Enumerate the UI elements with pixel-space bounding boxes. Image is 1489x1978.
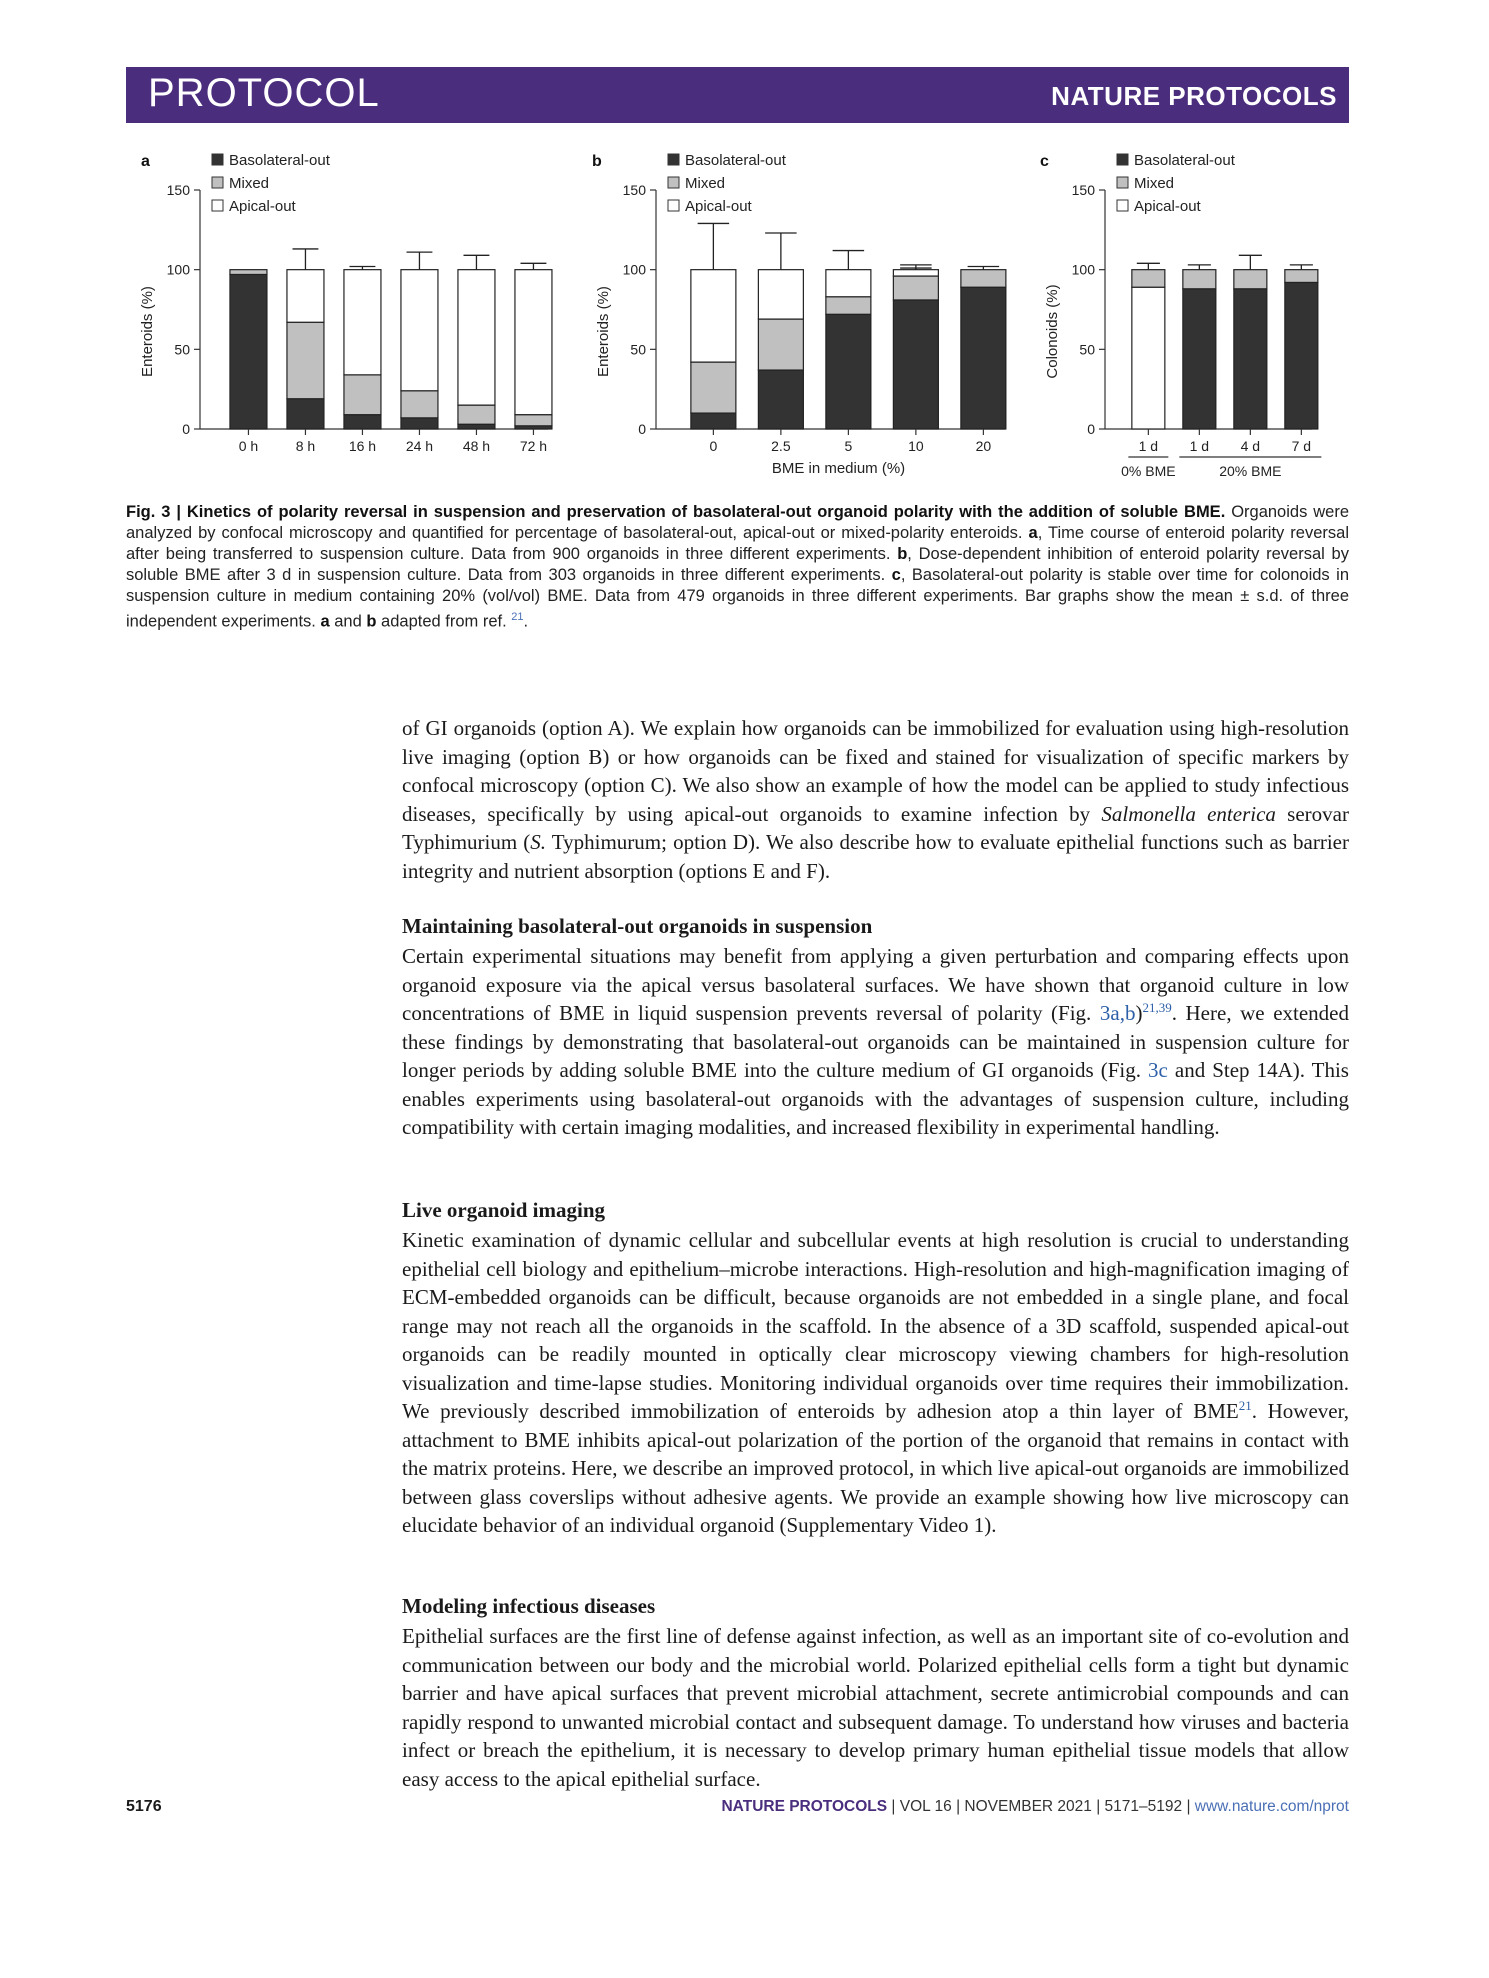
legend-swatch	[1117, 154, 1128, 165]
bar-segment	[758, 270, 803, 319]
y-tick-label: 0	[638, 421, 646, 437]
paragraph-text: Typhimurum; option D). We also describe how to evaluate epithelial functions such as barrier integrity and nutrient absorption (options E and F).	[402, 830, 1349, 883]
figure-3-charts	[0, 140, 1489, 495]
y-tick-label: 100	[622, 261, 646, 278]
bar-segment	[458, 424, 495, 429]
paragraph-text: of GI organoids (option A). We explain how organoids can be immobilized for evaluation using high-resolution live imaging (option B) or how organoids can be fixed and stained for visualization of specific markers by confocal microscopy (option C). We also show an example of how the model can be applied to study infectious diseases, specifically by using apical-out organoids to examine infection by	[402, 716, 1349, 826]
paragraph-text: Kinetic examination of dynamic cellular and subcellular events at high resolution is crucial to understanding epithelial cell biology and epithelium–microbe interactions. High-resolution and high-magnification imaging of ECM-embedded organoids can be difficult, because organoids are not embedded in a single plane, and focal range may not reach all the organoids in the scaffold. In the absence of a 3D scaffold, suspended apical-out organoids can be readily mounted in optically clear microscopy viewing chambers for high-resolution visualization and time-lapse studies. Monitoring individual organoids over time requires their immobilization. We previously described immobilization of enteroids by adhesion atop a thin layer of BME	[402, 1228, 1349, 1423]
legend-label: Basolateral-out	[229, 152, 330, 169]
footer-separator: |	[1091, 1798, 1105, 1815]
bar-segment	[691, 270, 736, 362]
legend-label: Basolateral-out	[1134, 152, 1235, 169]
y-tick-label: 100	[166, 261, 190, 278]
caption-text: , Basolateral-out polarity is stable over time for colonoids in suspension culture in medium containing 20% (vol/vol) BME. Data from 479 organoids in three different experiments. Bar graphs show the mean ± s.d. of three independent experiments.	[126, 566, 1349, 631]
legend-swatch	[1117, 200, 1128, 211]
x-tick-label: 20	[975, 438, 992, 454]
bar-segment	[1183, 270, 1216, 289]
legend-swatch	[668, 200, 679, 211]
bar-segment	[287, 270, 324, 323]
bar-segment	[691, 413, 736, 429]
caption-text: adapted from ref.	[376, 612, 512, 631]
journal-title: NATURE PROTOCOLS	[1051, 81, 1337, 111]
bar-segment	[826, 314, 871, 429]
footer-separator: |	[951, 1798, 965, 1815]
x-tick-label: 1 d	[1189, 438, 1210, 454]
bar-segment	[287, 322, 324, 398]
caption-text: and	[329, 612, 367, 631]
x-tick-label: 1 d	[1138, 438, 1159, 454]
x-tick-label: 0 h	[238, 438, 259, 454]
citation-link[interactable]: 21,39	[1142, 1000, 1172, 1015]
y-tick-label: 0	[1087, 421, 1095, 437]
caption-text: , Dose-dependent inhibition of enteroid polarity reversal by soluble BME after 3 d in suspension culture. Data from 303 organoids in three different experiments.	[126, 545, 1349, 584]
footer-url-link[interactable]: www.nature.com/nprot	[1194, 1798, 1349, 1815]
paragraph-infectious: Epithelial surfaces are the first line of defense against infection, as well as an important site of co-evolution and communication between our body and the microbial world. Polarized epithelial cells form a tight but dynamic barrier and have apical surfaces that prevent microbial attachment, secrete antimicrobial compounds and can rapidly respond to unwanted microbial contact and subsequent damage. To understand how viruses and bacteria infect or breach the epithelium, it is necessary to develop primary human epithelial tissue models that allow easy access to the apical epithelial surface.	[402, 1624, 1349, 1791]
figure-caption	[126, 502, 1349, 633]
citation-link[interactable]: 21	[1238, 1398, 1252, 1413]
figure-ref-link[interactable]: 3c	[1148, 1058, 1168, 1082]
heading-infectious: Modeling infectious diseases	[402, 1594, 656, 1618]
footer-journal: NATURE PROTOCOLS	[721, 1798, 888, 1815]
x-tick-label: 48 h	[462, 438, 491, 454]
x-tick-label: 5	[844, 438, 853, 454]
caption-panel-a: a	[1028, 524, 1038, 542]
y-axis-label: Enteroids (%)	[139, 286, 156, 377]
caption-text: , Time course of enteroid polarity reversal after being transferred to suspension culture. Data from 900 organoids in three different experiments.	[126, 524, 1349, 563]
bar-segment	[344, 415, 381, 429]
x-axis-label: BME in medium (%)	[771, 460, 906, 477]
bar-segment	[893, 276, 938, 300]
species-name: Salmonella enterica	[1101, 801, 1276, 826]
x-tick-label: 0	[709, 438, 718, 454]
section-title: PROTOCOL	[148, 71, 380, 115]
bar-segment	[826, 270, 871, 297]
legend-swatch	[1117, 177, 1128, 188]
caption-panel-b: b	[897, 545, 908, 563]
legend-label: Apical-out	[229, 198, 296, 215]
bar-segment	[961, 270, 1006, 288]
x-tick-label: 72 h	[519, 438, 548, 454]
bar-segment	[515, 270, 552, 415]
bar-segment	[1234, 289, 1267, 429]
bar-segment	[344, 270, 381, 375]
bar-segment	[1132, 270, 1165, 288]
bar-segment	[758, 319, 803, 370]
paragraph-text: )	[1135, 1001, 1143, 1025]
bar-segment	[826, 297, 871, 315]
bar-segment	[893, 270, 938, 276]
legend-label: Apical-out	[685, 198, 752, 215]
bar-segment	[1285, 270, 1318, 283]
paragraph-text: Certain experimental situations may benefit from applying a given perturbation and comparing effects upon organoid exposure via the apical versus basolateral surfaces. We have shown that organoid culture in low concentrations of BME in liquid suspension prevents reversal of polarity (Fig.	[402, 944, 1349, 1025]
y-tick-label: 50	[1079, 341, 1095, 358]
y-tick-label: 150	[622, 182, 646, 198]
footer-citation	[721, 1798, 1349, 1816]
legend-swatch	[212, 200, 223, 211]
caption-panel-a: a	[320, 612, 330, 631]
bar-segment	[691, 362, 736, 413]
bar-segment	[344, 375, 381, 415]
footer-pages: 5171–5192	[1104, 1798, 1183, 1815]
group-label: 20% BME	[1219, 463, 1282, 479]
bar-segment	[458, 270, 495, 405]
bar-segment	[401, 391, 438, 418]
x-tick-label: 10	[908, 438, 924, 454]
y-tick-label: 100	[1071, 261, 1095, 278]
x-tick-label: 8 h	[295, 438, 316, 454]
legend-swatch	[212, 177, 223, 188]
y-tick-label: 150	[1071, 182, 1095, 198]
page-number: 5176	[126, 1798, 162, 1815]
bar-segment	[401, 270, 438, 391]
caption-text: .	[523, 612, 529, 631]
group-label: 0% BME	[1121, 463, 1176, 479]
x-tick-label: 4 d	[1240, 438, 1261, 454]
paragraph-live-imaging	[402, 1226, 1349, 1540]
legend-label: Mixed	[685, 175, 726, 192]
species-name: S.	[530, 830, 547, 854]
caption-panel-b: b	[366, 612, 377, 631]
bar-segment	[758, 370, 803, 429]
legend-swatch	[212, 154, 223, 165]
legend-swatch	[668, 154, 679, 165]
footer-separator: |	[1182, 1798, 1195, 1815]
y-axis-label: Enteroids (%)	[595, 286, 612, 377]
bar-segment	[515, 415, 552, 426]
y-tick-label: 50	[174, 341, 190, 358]
figure-ref-link[interactable]: 3a,b	[1099, 1001, 1136, 1025]
caption-ref-link[interactable]: 21	[511, 611, 524, 623]
x-tick-label: 2.5	[771, 438, 791, 454]
heading-live-imaging: Live organoid imaging	[402, 1198, 606, 1222]
footer-volume: VOL 16	[899, 1798, 952, 1815]
y-axis-label: Colonoids (%)	[1044, 284, 1061, 379]
legend-label: Mixed	[1134, 175, 1175, 192]
paragraph-text: and Step 14A). This enables experiments using basolateral-out organoids with the advantages of suspension culture, including compatibility with certain imaging modalities, and increased flexibility in experimental handling.	[402, 1058, 1349, 1139]
paragraph-text: serovar Typhimurium (	[402, 801, 1349, 854]
panel-label: b	[592, 153, 602, 170]
bar-segment	[961, 287, 1006, 429]
paragraph-intro	[402, 714, 1349, 885]
bar-segment	[287, 399, 324, 429]
paragraph-maintaining	[402, 942, 1349, 1142]
heading-maintaining: Maintaining basolateral-out organoids in suspension	[402, 914, 873, 938]
caption-text: Organoids were analyzed by confocal microscopy and quantified for percentage of basolateral-out, apical-out or mixed-polarity enteroids.	[126, 503, 1349, 542]
panel-label: c	[1040, 153, 1049, 170]
panel-label: a	[141, 153, 150, 170]
bar-segment	[1234, 270, 1267, 289]
y-tick-label: 150	[166, 182, 190, 198]
x-tick-label: 16 h	[348, 438, 377, 454]
paragraph-text: . However, attachment to BME inhibits apical-out polarization of the portion of the organoid that remains in contact with the matrix proteins. Here, we describe an improved protocol, in which live apical-out organoids are immobilized between glass coverslips without adhesive agents. We provide an example showing how live microscopy can elucidate behavior of an individual organoid (Supplementary Video 1).	[402, 1399, 1349, 1537]
footer-separator: |	[887, 1798, 900, 1815]
bar-segment	[401, 418, 438, 429]
bar-segment	[230, 274, 267, 429]
bar-segment	[230, 270, 267, 275]
y-tick-label: 0	[182, 421, 190, 437]
legend-label: Mixed	[229, 175, 270, 192]
caption-label: Fig. 3 | Kinetics of polarity reversal in suspension and preservation of basolateral-out organoid polarity with the addition of soluble BME.	[126, 503, 1226, 521]
bar-segment	[893, 300, 938, 429]
legend-label: Apical-out	[1134, 198, 1201, 215]
bar-segment	[1183, 289, 1216, 429]
bar-segment	[1285, 282, 1318, 429]
footer-date: NOVEMBER 2021	[964, 1798, 1092, 1815]
header-banner	[126, 67, 1349, 123]
paragraph-text: . Here, we extended these findings by demonstrating that basolateral-out organoids can be maintained in suspension culture for longer periods by adding soluble BME into the culture medium of GI organoids (Fig.	[402, 1001, 1349, 1082]
y-tick-label: 50	[630, 341, 646, 358]
x-tick-label: 7 d	[1291, 438, 1312, 454]
bar-segment	[1132, 287, 1165, 429]
legend-swatch	[668, 177, 679, 188]
x-tick-label: 24 h	[405, 438, 434, 454]
bar-segment	[458, 405, 495, 424]
legend-label: Basolateral-out	[685, 152, 786, 169]
caption-panel-c: c	[891, 566, 901, 584]
